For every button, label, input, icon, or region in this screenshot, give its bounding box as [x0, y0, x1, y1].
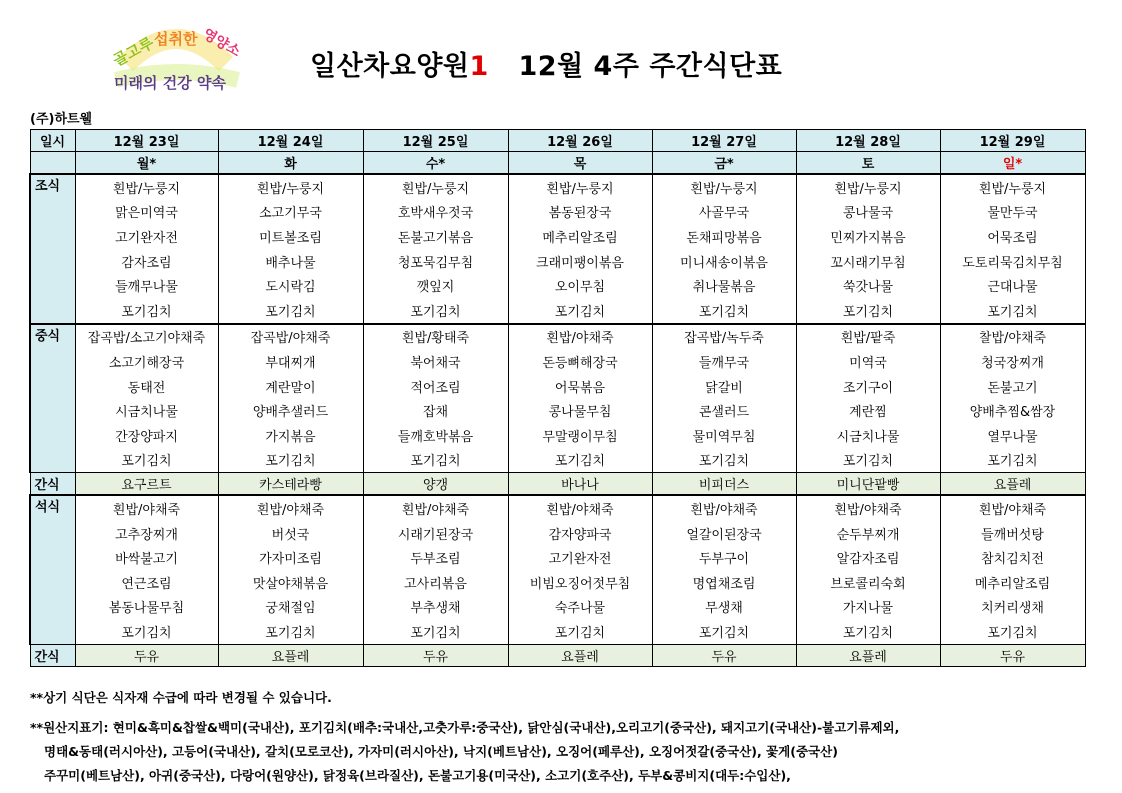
snack2-section	[30, 644, 1085, 666]
menu-cell: 적어조림	[363, 374, 508, 399]
menu-cell: 크래미팽이볶음	[508, 249, 652, 274]
menu-cell: 맛살야채볶음	[218, 570, 363, 595]
menu-cell: 취나물볶음	[652, 273, 796, 298]
menu-cell: 참치김치전	[940, 545, 1085, 570]
menu-cell: 흰밥/야채죽	[508, 324, 652, 350]
menu-cell: 비빔오징어젓무침	[508, 570, 652, 595]
menu-cell: 돈등뼈해장국	[508, 349, 652, 374]
breakfast-section	[30, 174, 1085, 324]
date-cell: 12월 29일	[940, 130, 1085, 152]
menu-cell: 닭갈비	[652, 374, 796, 399]
menu-cell: 소고기해장국	[75, 349, 218, 374]
menu-cell: 두부조림	[363, 545, 508, 570]
menu-cell: 흰밥/야채죽	[75, 495, 218, 521]
menu-cell: 흰밥/누룽지	[363, 174, 508, 200]
menu-cell: 어묵조림	[940, 224, 1085, 249]
menu-cell: 시래기된장국	[363, 521, 508, 546]
menu-cell: 포기김치	[363, 619, 508, 644]
menu-cell: 물만두국	[940, 200, 1085, 225]
menu-cell: 포기김치	[75, 298, 218, 324]
menu-cell: 잡채	[363, 398, 508, 423]
title-number: 1	[469, 51, 489, 82]
company-name: (주)하트웰	[30, 112, 93, 127]
menu-cell: 돈채피망볶음	[652, 224, 796, 249]
snack2-label: 간식	[30, 644, 75, 666]
menu-cell: 메추리알조림	[940, 570, 1085, 595]
menu-cell: 고추장찌개	[75, 521, 218, 546]
menu-cell: 흰밥/야채죽	[508, 495, 652, 521]
menu-cell: 흰밥/팥죽	[796, 324, 940, 350]
dinner-label: 석식	[30, 495, 75, 644]
snack1-label: 간식	[30, 473, 75, 496]
menu-cell: 고기완자전	[75, 224, 218, 249]
weekday-cell: 화	[218, 152, 363, 175]
menu-cell: 흰밥/야채죽	[940, 495, 1085, 521]
menu-cell: 감자양파국	[508, 521, 652, 546]
menu-cell: 포기김치	[796, 448, 940, 473]
date-cell: 12월 24일	[218, 130, 363, 152]
menu-cell: 포기김치	[218, 298, 363, 324]
menu-cell: 가자미조림	[218, 545, 363, 570]
snack-cell: 미니단팥빵	[796, 473, 940, 496]
origin-line: 명태&동태(러시아산), 고등어(국내산), 갈치(모로코산), 가자미(러시아산), 낙지(베트남산), 오징어(페루산), 오징어젓갈(중국산), 꽃게(중국산)	[44, 744, 838, 759]
menu-cell: 두부구이	[652, 545, 796, 570]
menu-cell: 도시락김	[218, 273, 363, 298]
menu-cell: 양배추찜&쌈장	[940, 398, 1085, 423]
menu-cell: 잡곡밥/야채죽	[218, 324, 363, 350]
menu-cell: 열무나물	[940, 423, 1085, 448]
menu-cell: 계란찜	[796, 398, 940, 423]
menu-cell: 포기김치	[796, 619, 940, 644]
menu-cell: 고기완자전	[508, 545, 652, 570]
menu-cell: 들깨버섯탕	[940, 521, 1085, 546]
menu-cell: 치커리생채	[940, 595, 1085, 620]
menu-cell: 순두부찌개	[796, 521, 940, 546]
origin-line: 주꾸미(베트남산), 아귀(중국산), 다랑어(원양산), 닭정육(브라질산), 돈불고기용(미국산), 소고기(호주산), 두부&콩비지(대두:수입산),	[44, 768, 791, 783]
lunch-label: 중식	[30, 324, 75, 473]
menu-cell: 흰밥/황태죽	[363, 324, 508, 350]
menu-cell: 돈불고기볶음	[363, 224, 508, 249]
weekday-corner	[30, 152, 75, 175]
menu-cell: 들깨무나물	[75, 273, 218, 298]
menu-cell: 도토리묵김치무침	[940, 249, 1085, 274]
snack-cell: 두유	[652, 644, 796, 666]
snack1-section	[30, 473, 1085, 496]
menu-cell: 얼갈이된장국	[652, 521, 796, 546]
menu-cell: 청포묵김무침	[363, 249, 508, 274]
menu-cell: 어묵볶음	[508, 374, 652, 399]
menu-row	[30, 200, 1085, 225]
menu-cell: 포기김치	[508, 619, 652, 644]
menu-cell: 가지볶음	[218, 423, 363, 448]
menu-cell: 포기김치	[218, 619, 363, 644]
menu-cell: 흰밥/야채죽	[218, 495, 363, 521]
menu-cell: 흰밥/누룽지	[218, 174, 363, 200]
menu-cell: 맑은미역국	[75, 200, 218, 225]
menu-cell: 포기김치	[508, 448, 652, 473]
snack-cell: 두유	[363, 644, 508, 666]
menu-row	[30, 570, 1085, 595]
snack-row	[30, 473, 1085, 496]
date-cell: 12월 27일	[652, 130, 796, 152]
menu-cell: 포기김치	[75, 619, 218, 644]
menu-cell: 시금치나물	[796, 423, 940, 448]
menu-row	[30, 619, 1085, 644]
menu-row	[30, 495, 1085, 521]
weekday-cell: 목	[508, 152, 652, 175]
date-cell: 12월 28일	[796, 130, 940, 152]
menu-cell: 포기김치	[652, 619, 796, 644]
menu-cell: 봄동된장국	[508, 200, 652, 225]
menu-cell: 흰밥/야채죽	[652, 495, 796, 521]
logo-text-2: 섭취한	[154, 30, 198, 48]
dinner-section	[30, 495, 1085, 644]
menu-cell: 흰밥/누룽지	[652, 174, 796, 200]
menu-row	[30, 273, 1085, 298]
origin-notice	[30, 716, 899, 788]
menu-cell: 콩나물국	[796, 200, 940, 225]
menu-cell: 조기구이	[796, 374, 940, 399]
menu-cell: 물미역무침	[652, 423, 796, 448]
snack-cell: 요구르트	[75, 473, 218, 496]
menu-cell: 오이무침	[508, 273, 652, 298]
menu-cell: 호박새우젓국	[363, 200, 508, 225]
menu-row	[30, 174, 1085, 200]
weekly-menu-table	[29, 129, 1086, 667]
menu-cell: 포기김치	[508, 298, 652, 324]
menu-row	[30, 595, 1085, 620]
menu-cell: 숙주나물	[508, 595, 652, 620]
corner-label: 일시	[30, 130, 75, 152]
logo-text-4: 미래의 건강 약속	[114, 74, 226, 92]
menu-row	[30, 324, 1085, 350]
menu-cell: 찰밥/야채죽	[940, 324, 1085, 350]
weekday-cell: 토	[796, 152, 940, 175]
menu-cell: 잡곡밥/녹두죽	[652, 324, 796, 350]
menu-row	[30, 545, 1085, 570]
snack-cell: 바나나	[508, 473, 652, 496]
menu-cell: 포기김치	[363, 298, 508, 324]
menu-cell: 궁채절임	[218, 595, 363, 620]
menu-cell: 가지나물	[796, 595, 940, 620]
menu-cell: 쑥갓나물	[796, 273, 940, 298]
menu-cell: 부대찌개	[218, 349, 363, 374]
menu-cell: 배추나물	[218, 249, 363, 274]
menu-cell: 들깨무국	[652, 349, 796, 374]
menu-cell: 미니새송이볶음	[652, 249, 796, 274]
menu-cell: 북어채국	[363, 349, 508, 374]
change-notice: **상기 식단은 식자재 수급에 따라 변경될 수 있습니다.	[30, 690, 332, 705]
snack-cell: 요플레	[218, 644, 363, 666]
menu-row	[30, 349, 1085, 374]
title-part2: 12월 4주 주간식단표	[518, 51, 783, 82]
menu-cell: 간장양파지	[75, 423, 218, 448]
menu-cell: 민찌가지볶음	[796, 224, 940, 249]
menu-row	[30, 298, 1085, 324]
weekday-cell: 금*	[652, 152, 796, 175]
menu-row	[30, 448, 1085, 473]
menu-cell: 포기김치	[940, 448, 1085, 473]
menu-cell: 포기김치	[940, 298, 1085, 324]
menu-cell: 잡곡밥/소고기야채죽	[75, 324, 218, 350]
origin-line: **원산지표기: 현미&흑미&찹쌀&백미(국내산), 포기김치(배추:국내산,고춧가루:중국산), 닭안심(국내산),오리고기(중국산), 돼지고기(국내산)-불고기류제외,	[30, 720, 900, 735]
title-part1: 일산차요양원	[310, 51, 470, 82]
menu-cell: 브로콜리숙회	[796, 570, 940, 595]
logo-text-3: 영양소	[199, 26, 244, 61]
menu-cell: 포기김치	[363, 448, 508, 473]
menu-cell: 시금치나물	[75, 398, 218, 423]
menu-cell: 동태전	[75, 374, 218, 399]
snack-cell: 요플레	[940, 473, 1085, 496]
page-title	[310, 44, 782, 83]
menu-cell: 흰밥/누룽지	[940, 174, 1085, 200]
lunch-section	[30, 324, 1085, 473]
menu-cell: 미트볼조림	[218, 224, 363, 249]
menu-cell: 알감자조림	[796, 545, 940, 570]
menu-cell: 포기김치	[652, 448, 796, 473]
snack-cell: 카스테라빵	[218, 473, 363, 496]
menu-row	[30, 423, 1085, 448]
menu-cell: 명엽채조림	[652, 570, 796, 595]
menu-cell: 무생채	[652, 595, 796, 620]
snack-cell: 요플레	[796, 644, 940, 666]
logo	[108, 22, 244, 98]
menu-cell: 흰밥/누룽지	[508, 174, 652, 200]
menu-cell: 콩나물무침	[508, 398, 652, 423]
menu-row	[30, 224, 1085, 249]
menu-row	[30, 521, 1085, 546]
menu-cell: 깻잎지	[363, 273, 508, 298]
weekday-cell-sunday: 일*	[940, 152, 1085, 175]
menu-cell: 돈불고기	[940, 374, 1085, 399]
menu-cell: 콘샐러드	[652, 398, 796, 423]
menu-cell: 부추생채	[363, 595, 508, 620]
menu-cell: 꼬시래기무침	[796, 249, 940, 274]
logo-text-1: 골고루	[110, 33, 157, 70]
snack-cell: 비피더스	[652, 473, 796, 496]
menu-cell: 근대나물	[940, 273, 1085, 298]
date-cell: 12월 23일	[75, 130, 218, 152]
weekday-row	[30, 152, 1085, 175]
menu-cell: 메추리알조림	[508, 224, 652, 249]
menu-cell: 포기김치	[652, 298, 796, 324]
menu-cell: 흰밥/야채죽	[363, 495, 508, 521]
menu-cell: 양배추샐러드	[218, 398, 363, 423]
snack-cell: 양갱	[363, 473, 508, 496]
snack-cell: 요플레	[508, 644, 652, 666]
menu-row	[30, 249, 1085, 274]
menu-row	[30, 398, 1085, 423]
snack-row	[30, 644, 1085, 666]
menu-cell: 들깨호박볶음	[363, 423, 508, 448]
menu-cell: 무말랭이무침	[508, 423, 652, 448]
menu-cell: 포기김치	[75, 448, 218, 473]
menu-cell: 감자조림	[75, 249, 218, 274]
menu-cell: 봄동나물무침	[75, 595, 218, 620]
weekday-cell: 수*	[363, 152, 508, 175]
menu-cell: 포기김치	[940, 619, 1085, 644]
date-row	[30, 130, 1085, 152]
menu-cell: 흰밥/누룽지	[796, 174, 940, 200]
menu-cell: 바싹불고기	[75, 545, 218, 570]
date-cell: 12월 26일	[508, 130, 652, 152]
menu-cell: 계란말이	[218, 374, 363, 399]
date-cell: 12월 25일	[363, 130, 508, 152]
menu-cell: 고사리볶음	[363, 570, 508, 595]
menu-cell: 흰밥/야채죽	[796, 495, 940, 521]
menu-cell: 포기김치	[796, 298, 940, 324]
menu-cell: 버섯국	[218, 521, 363, 546]
snack-cell: 두유	[940, 644, 1085, 666]
menu-cell: 사골무국	[652, 200, 796, 225]
snack-cell: 두유	[75, 644, 218, 666]
menu-cell: 연근조림	[75, 570, 218, 595]
menu-cell: 포기김치	[218, 448, 363, 473]
menu-cell: 미역국	[796, 349, 940, 374]
menu-cell: 청국장찌개	[940, 349, 1085, 374]
menu-row	[30, 374, 1085, 399]
menu-cell: 흰밥/누룽지	[75, 174, 218, 200]
menu-cell: 소고기무국	[218, 200, 363, 225]
weekday-cell: 월*	[75, 152, 218, 175]
breakfast-label: 조식	[30, 174, 75, 324]
